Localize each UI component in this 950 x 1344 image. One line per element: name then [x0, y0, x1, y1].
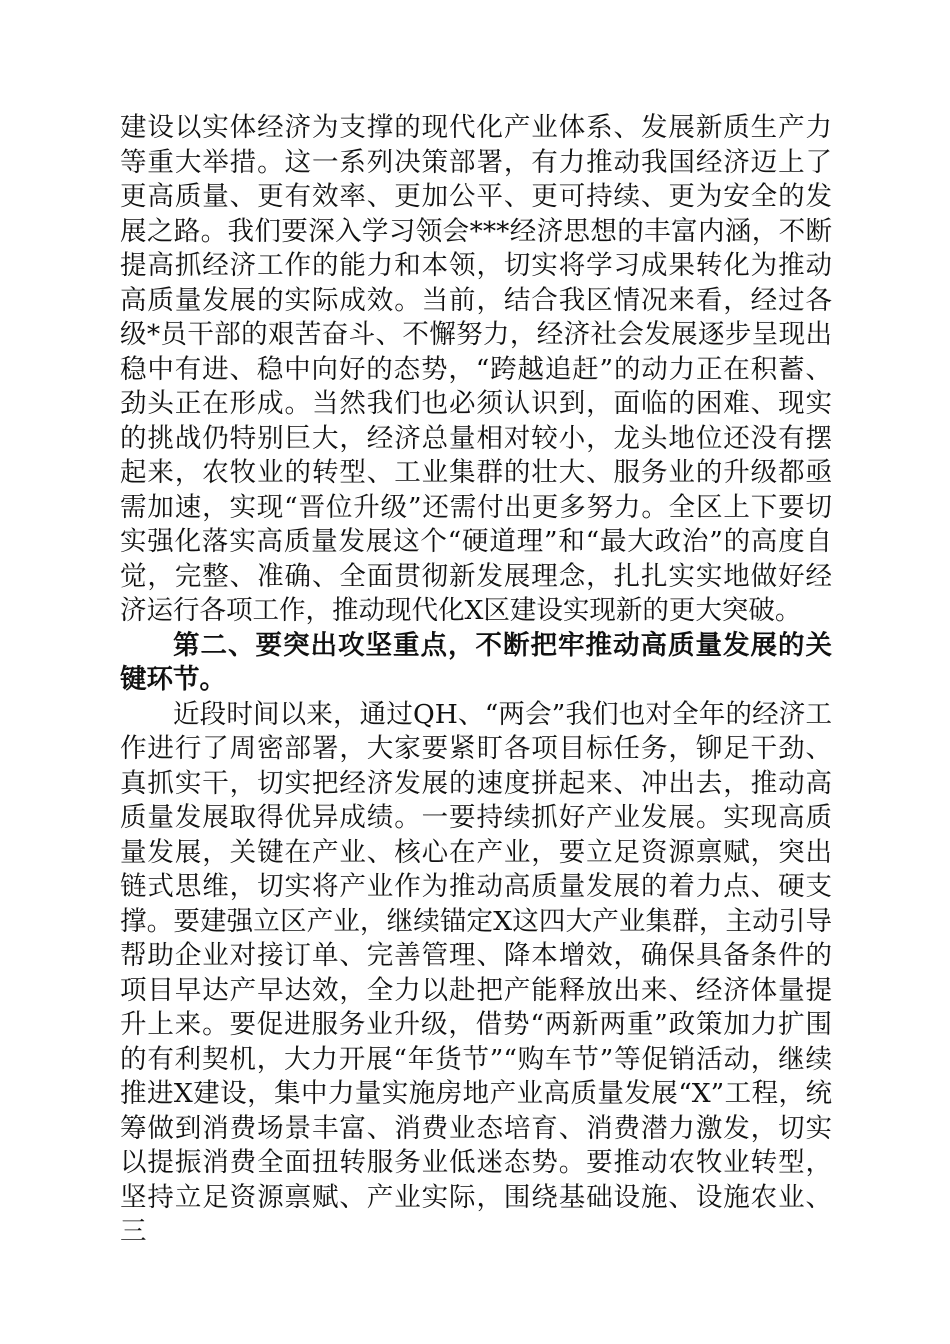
section-heading: 第二、要突出攻坚重点，不断把牢推动高质量发展的关键环节。: [120, 629, 832, 695]
body-paragraph-continuation: 建设以实体经济为支撑的现代化产业体系、发展新质生产力等重大举措。这一系列决策部署，有力推动我国经济迈上了更高质量、更有效率、更加公平、更可持续、更为安全的发展之路。我们要深入学习领会***经济思想的丰富内涵，不断提高抓经济工作的能力和本领，切实将学习成果转化为推动高质量发展的实际成效。当前，结合我区情况来看，经过各级*员干部的艰苦奋斗、不懈努力，经济社会发展逐步呈现出稳中有进、稳中向好的态势，“跨越追赶”的动力正在积蓄、劲头正在形成。当然我们也必须认识到，面临的困难、现实的挑战仍特别巨大，经济总量相对较小，龙头地位还没有摆起来，农牧业的转型、工业集群的壮大、服务业的升级都亟需加速，实现“晋位升级”还需付出更多努力。全区上下要切实强化落实高质量发展这个“硬道理”和“最大政治”的高度自觉，完整、准确、全面贯彻新发展理念，扎扎实实地做好经济运行各项工作，推动现代化X区建设实现新的更大突破。: [120, 112, 832, 626]
document-page: [120, 111, 832, 1250]
body-paragraph: 近段时间以来，通过QH、“两会”我们也对全年的经济工作进行了周密部署，大家要紧盯各项目标任务，铆足干劲、真抓实干，切实把经济发展的速度拼起来、冲出去，推动高质量发展取得优异成绩。一要持续抓好产业发展。实现高质量发展，关键在产业、核心在产业，要立足资源禀赋，突出链式思维，切实将产业作为推动高质量发展的着力点、硬支撑。要建强立区产业，继续锚定X这四大产业集群，主动引导帮助企业对接订单、完善管理、降本增效，确保具备条件的项目早达产早达效，全力以赴把产能释放出来、经济体量提升上来。要促进服务业升级，借势“两新两重”政策加力扩围的有利契机，大力开展“年货节”“购车节”等促销活动，继续推进X建设，集中力量实施房地产业高质量发展“X”工程，统筹做到消费场景丰富、消费业态培育、消费潜力激发，切实以提振消费全面扭转服务业低迷态势。要推动农牧业转型，坚持立足资源禀赋、产业实际，围绕基础设施、设施农业、三: [120, 698, 832, 1247]
